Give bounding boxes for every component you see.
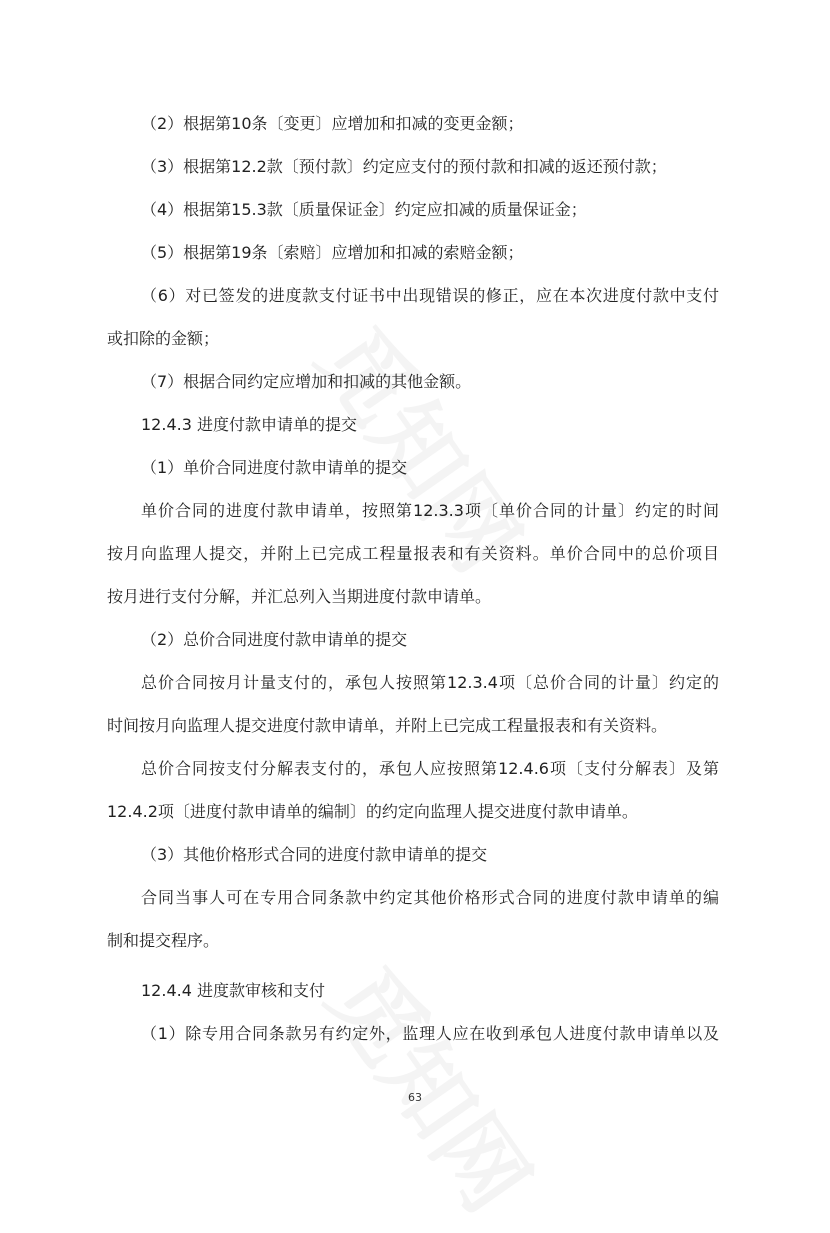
text-line: （2）总价合同进度付款申请单的提交 <box>141 630 408 649</box>
text-line: 单价合同的进度付款申请单，按照第12.3.3项〔单价合同的计量〕约定的时间 <box>141 501 719 520</box>
text-line: 制和提交程序。 <box>107 931 220 950</box>
text-line: （5）根据第19条〔索赔〕应增加和扣减的索赔金额； <box>141 243 524 262</box>
text-line: 合同当事人可在专用合同条款中约定其他价格形式合同的进度付款申请单的编 <box>141 888 719 907</box>
document-body <box>107 102 719 1055</box>
text-line: （1）单价合同进度付款申请单的提交 <box>141 458 408 477</box>
text-line: 按月进行支付分解，并汇总列入当期进度付款申请单。 <box>107 587 492 606</box>
text-line: 12.4.2项〔进度付款申请单的编制〕的约定向监理人提交进度付款申请单。 <box>107 802 638 821</box>
text-line: （2）根据第10条〔变更〕应增加和扣减的变更金额； <box>141 114 524 133</box>
text-line: （1）除专用合同条款另有约定外，监理人应在收到承包人进度付款申请单以及 <box>141 1024 719 1043</box>
text-line: （3）其他价格形式合同的进度付款申请单的提交 <box>141 845 488 864</box>
page-number: 63 <box>408 1091 422 1104</box>
text-line: （6）对已签发的进度款支付证书中出现错误的修正，应在本次进度付款中支付 <box>141 286 719 305</box>
text-line: 总价合同按月计量支付的，承包人按照第12.3.4项〔总价合同的计量〕约定的 <box>141 673 719 692</box>
text-line: 时间按月向监理人提交进度付款申请单，并附上已完成工程量报表和有关资料。 <box>107 716 668 735</box>
text-line: 按月向监理人提交，并附上已完成工程量报表和有关资料。单价合同中的总价项目 <box>107 544 719 563</box>
text-line: 12.4.3 进度付款申请单的提交 <box>141 415 357 434</box>
text-line: 或扣除的金额； <box>107 329 220 348</box>
text-line: 总价合同按支付分解表支付的，承包人应按照第12.4.6项〔支付分解表〕及第 <box>141 759 719 778</box>
text-line: （4）根据第15.3款〔质量保证金〕约定应扣减的质量保证金； <box>141 200 587 219</box>
text-line: 12.4.4 进度款审核和支付 <box>141 981 325 1000</box>
text-line: （3）根据第12.2款〔预付款〕约定应支付的预付款和扣减的返还预付款； <box>141 157 667 176</box>
text-line: （7）根据合同约定应增加和扣减的其他金额。 <box>141 372 472 391</box>
